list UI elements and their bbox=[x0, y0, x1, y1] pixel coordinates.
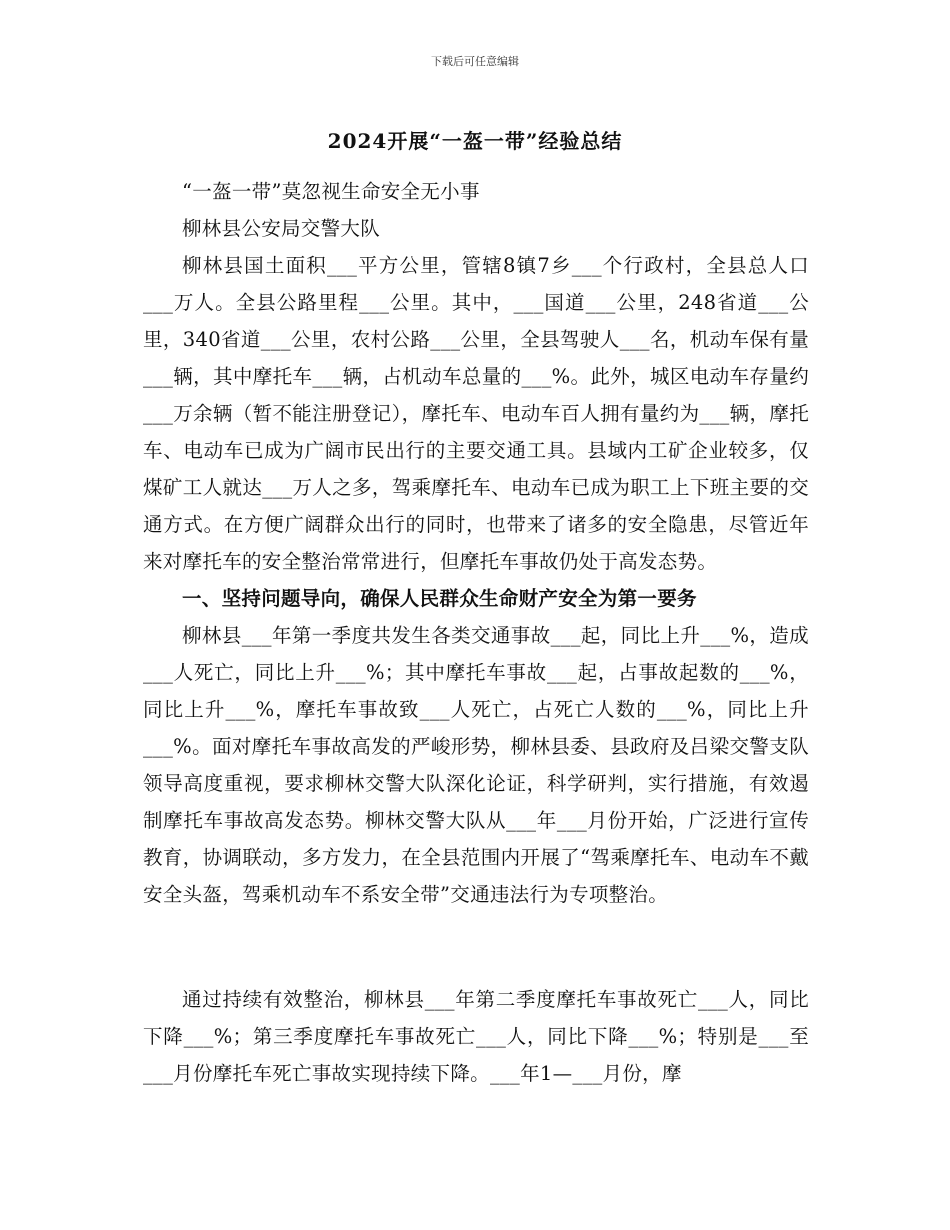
header-note: 下载后可任意编辑 bbox=[431, 55, 519, 68]
author-line: 柳林县公安局交警大队 bbox=[182, 217, 381, 240]
section-heading: 一、坚持问题导向，确保人民群众生命财产安全为第一要务 bbox=[182, 587, 697, 610]
paragraph-overview: 柳林县国土面积___平方公里，管辖8镇7乡___个行政村，全县总人口___万人。全县公路里程___公里。其中，___国道___公里，248省道___公里，340省道___公里，农村公路___公里，全县驾驶人___名，机动车保有量___辆，其中摩托车___辆，占机动车总量的___%。此外，城区电动车存量约___万余辆（暂不能注册登记），摩托车、电动车百人拥有量约为___辆，摩托车、电动车已成为广阔市民出行的主要交通工具。县域内工矿企业较多，仅煤矿工人就达___万人之多，驾乘摩托车、电动车已成为职工上下班主要的交通方式。在方便广阔群众出行的同时，也带来了诸多的安全隐患，尽管近年来对摩托车的安全整治常常进行，但摩托车事故仍处于高发态势。 bbox=[143, 254, 809, 573]
document-title: 2024开展“一盔一带”经验总结 bbox=[327, 129, 623, 153]
paragraph-statistics: 柳林县___年第一季度共发生各类交通事故___起，同比上升___%，造成___人死亡，同比上升___%；其中摩托车事故___起，占事故起数的___%，同比上升___%，摩托车事故致___人死亡，占死亡人数的___%，同比上升___%。面对摩托车事故高发的严峻形势，柳林县委、县政府及吕梁交警支队领导高度重视，要求柳林交警大队深化论证，科学研判，实行措施，有效遏制摩托车事故高发态势。柳林交警大队从___年___月份开始，广泛进行宣传教育，协调联动，多方发力，在全县范围内开展了“驾乘摩托车、电动车不戴安全头盔，驾乘机动车不系安全带”交通违法行为专项整治。 bbox=[143, 624, 809, 906]
document-body-continued bbox=[143, 981, 809, 1092]
paragraph-results: 通过持续有效整治，柳林县___年第二季度摩托车事故死亡___人，同比下降___%；第三季度摩托车事故死亡___人，同比下降___%；特别是___至___月份摩托车死亡事故实现持续下降。___年1—___月份，摩 bbox=[143, 988, 809, 1085]
subtitle-line: “一盔一带”莫忽视生命安全无小事 bbox=[182, 180, 480, 203]
document-body bbox=[143, 173, 809, 913]
